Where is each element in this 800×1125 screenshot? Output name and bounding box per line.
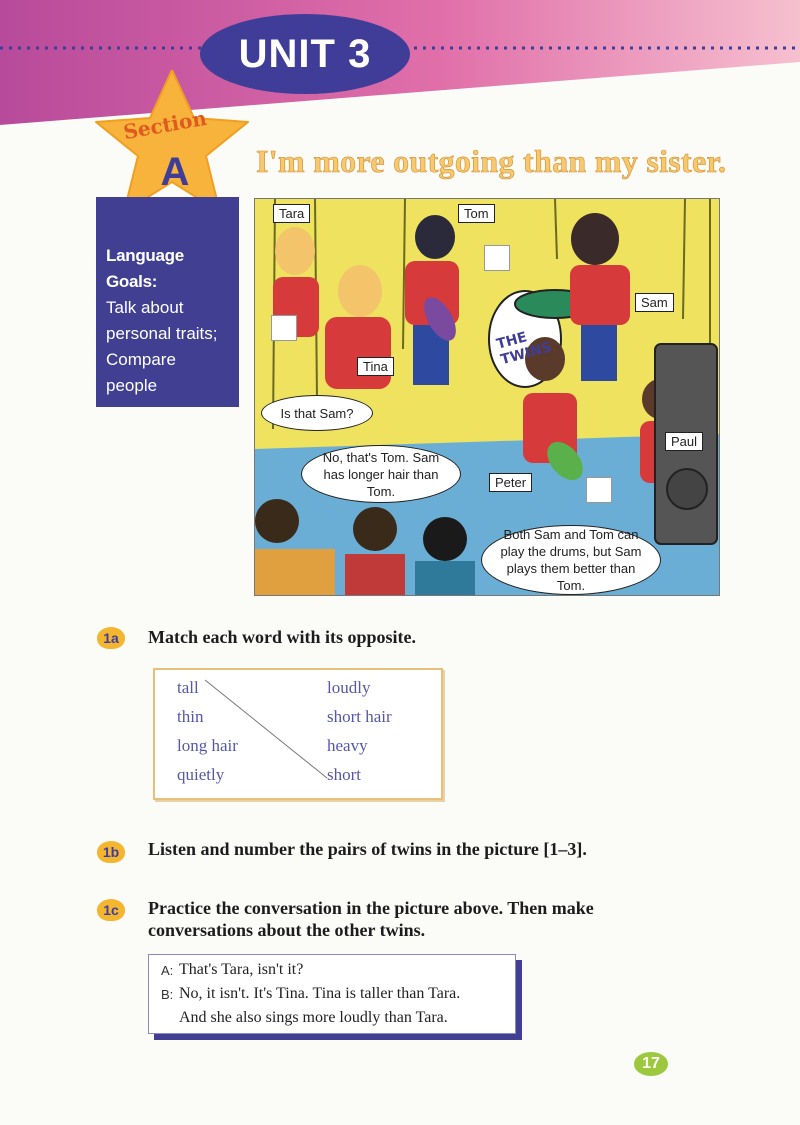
section-title: I'm more outgoing than my sister. <box>256 143 727 179</box>
activity-1c-instruction-line2: conversations about the other twins. <box>148 920 426 940</box>
activity-1a-instruction: Match each word with its opposite. <box>148 627 416 647</box>
right-word[interactable]: short <box>327 765 361 784</box>
language-goals-box <box>96 197 239 407</box>
left-word[interactable]: quietly <box>177 765 225 784</box>
section-letter: A <box>160 150 190 194</box>
name-tag-sam: Sam <box>635 293 674 312</box>
language-goals-title: Language Goals: <box>106 246 184 291</box>
right-word[interactable]: short hair <box>327 707 392 726</box>
name-tag-tina: Tina <box>357 357 394 376</box>
unit-number: 3 <box>348 32 372 76</box>
number-box-1[interactable] <box>271 315 297 341</box>
right-word[interactable]: loudly <box>327 678 371 697</box>
language-goals-text: Talk about personal traits; Compare people <box>106 298 218 395</box>
match-words-box <box>153 668 443 800</box>
activity-badge-1a: 1a <box>97 627 125 649</box>
conversation-box <box>148 954 516 1034</box>
speaker-label: B: <box>161 987 174 1002</box>
section-label: Section <box>121 105 209 145</box>
activity-1b-instruction: Listen and number the pairs of twins in the picture [1–3]. <box>148 839 587 859</box>
name-tag-tara: Tara <box>273 204 310 223</box>
comic-illustration <box>254 198 720 596</box>
drum-logo: THE TWINS <box>494 329 554 369</box>
speaker-label: A: <box>161 963 174 978</box>
conversation-line: That's Tara, isn't it? <box>179 961 304 978</box>
activity-badge-1c: 1c <box>97 899 125 921</box>
left-word[interactable]: tall <box>177 678 199 697</box>
left-word[interactable]: thin <box>177 707 204 726</box>
activity-badge-1b: 1b <box>97 841 125 863</box>
activity-1c-instruction-line1: Practice the conversation in the picture above. Then make <box>148 898 594 918</box>
name-tag-peter: Peter <box>489 473 532 492</box>
conversation-line: No, it isn't. It's Tina. Tina is taller than Tara. <box>179 985 461 1002</box>
conversation-line: And she also sings more loudly than Tara. <box>179 1009 448 1026</box>
name-tag-paul: Paul <box>665 432 703 451</box>
page-number: 17 <box>634 1052 668 1076</box>
speech-bubble-drums: Both Sam and Tom can play the drums, but Sam plays them better than Tom. <box>481 525 661 595</box>
right-word[interactable]: heavy <box>327 736 368 755</box>
number-box-3[interactable] <box>586 477 612 503</box>
unit-word: UNIT <box>238 32 336 76</box>
name-tag-tom: Tom <box>458 204 495 223</box>
number-box-2[interactable] <box>484 245 510 271</box>
speech-bubble-answer: No, that's Tom. Sam has longer hair than Tom. <box>301 445 461 503</box>
left-word[interactable]: long hair <box>177 736 238 755</box>
speech-bubble-question: Is that Sam? <box>261 395 373 431</box>
